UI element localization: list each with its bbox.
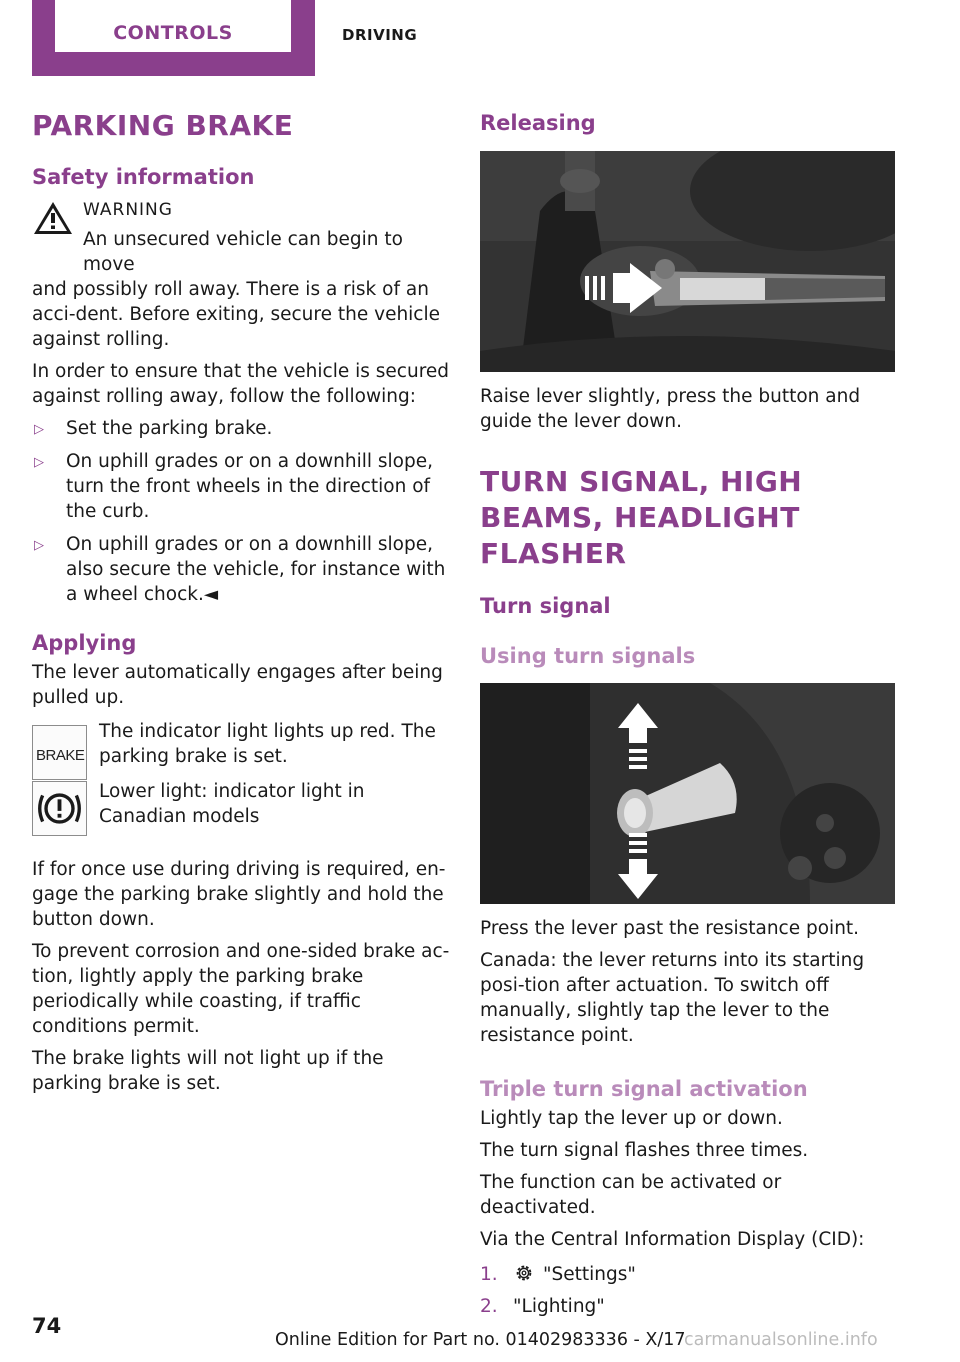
triangle-bullet-icon: ▷ [34,455,44,470]
left-column [32,108,450,1103]
list-item: 2. "Lighting" [480,1296,605,1317]
canada-brake-indicator-icon [32,781,87,836]
applying-heading: Applying [32,631,137,655]
using-turn-signals-heading: Using turn signals [480,644,696,668]
turn-signal-heading: Turn signal [480,594,611,618]
parking-brake-title: PARKING BRAKE [32,109,294,142]
parking-brake-lever-image [480,151,895,372]
watermark: carmanualsonline.info [684,1330,878,1350]
warning-text-first-line: An unsecured vehicle can begin to move [83,229,403,275]
list-item: ▷ On uphill grades or on a downhill slope, turn the front wheels in the direction of the curb. [34,451,433,522]
corrosion-text: To prevent corrosion and one-sided brake ac-tion, lightly apply the parking brake periodically while coasting, if traffic conditions permit. [32,941,450,1037]
edition-footer: Online Edition for Part no. 01402983336 - X/17 [275,1330,686,1350]
circle-exclamation-icon [33,782,86,835]
safety-information-heading: Safety information [32,165,255,189]
triangle-bullet-icon: ▷ [34,422,44,437]
brake-indicator-text: The indicator light lights up red. The parking brake is set. [99,721,436,767]
applying-text: The lever automatically engages after being pulled up. [32,662,443,708]
brake-indicator-label: BRAKE [36,747,85,764]
warning-label: WARNING [83,200,173,220]
using-text-1: Press the lever past the resistance point. [480,918,860,939]
warning-triangle-icon [32,199,74,237]
releasing-heading: Releasing [480,111,596,135]
right-column [480,109,900,1326]
warning-text: and possibly roll away. There is a risk of an acci-dent. Before exiting, secure the vehicle against rolling. [32,279,441,350]
settings-gear-icon [513,1262,535,1284]
using-text-2: Canada: the lever returns into its starting posi-tion after actuation. To switch off manually, slightly tap the lever to the resistance point. [480,950,865,1046]
brake-indicator-row [32,719,450,775]
brake-lights-text: The brake lights will not light up if the parking brake is set. [32,1048,384,1094]
triple-text-3: The function can be activated or deactivated. [480,1172,782,1218]
triple-turn-signal-heading: Triple turn signal activation [480,1077,808,1101]
securing-bullet-list [32,416,450,607]
brake-indicator-icon [32,725,87,780]
cid-steps-list [480,1262,900,1319]
list-item: ▷ Set the parking brake. [32,416,450,441]
chapter-tab-bar [32,0,315,76]
canada-indicator-row [32,779,450,835]
triple-text-4: Via the Central Information Display (CID): [480,1229,865,1250]
warning-box [32,197,450,277]
canada-indicator-text: Lower light: indicator light in Canadian models [99,781,365,827]
triple-text-1: Lightly tap the lever up or down. [480,1108,783,1129]
section-tab-driving[interactable]: DRIVING [342,26,418,44]
securing-intro: In order to ensure that the vehicle is secured against rolling away, follow the following: [32,361,450,407]
driving-use-text: If for once use during driving is required, en-gage the parking brake slightly and hold the button down. [32,859,446,930]
triangle-bullet-icon: ▷ [34,538,44,553]
list-item: 1. "Settings" [480,1264,636,1285]
turn-signal-title: TURN SIGNAL, HIGH BEAMS, HEADLIGHT FLASHER [480,465,803,570]
page-number: 74 [32,1314,62,1338]
chapter-tab-controls[interactable]: CONTROLS [55,0,291,52]
triple-text-2: The turn signal flashes three times. [480,1140,809,1161]
turn-signal-lever-image [480,683,895,904]
list-item: ▷ On uphill grades or on a downhill slope, also secure the vehicle, for instance with a wheel chock.◄ [34,534,446,605]
releasing-text: Raise lever slightly, press the button and guide the lever down. [480,386,861,432]
